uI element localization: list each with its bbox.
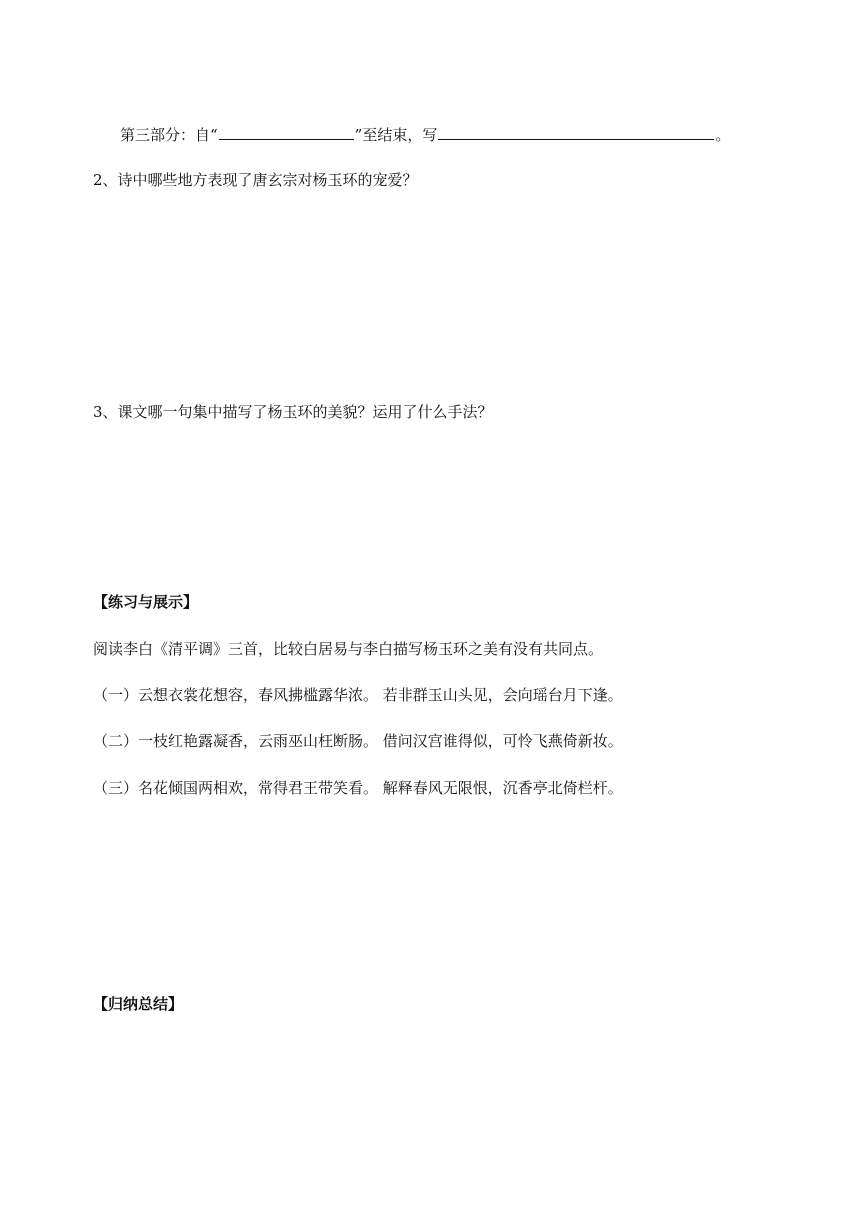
question-2: 2、诗中哪些地方表现了唐玄宗对杨玉环的宠爱？ — [93, 171, 418, 189]
poem-1: （一）云想衣裳花想容，春风拂槛露华浓。 若非群玉山头见，会向瑶台月下逢。 — [93, 686, 623, 704]
practice-intro: 阅读李白《清平调》三首，比较白居易与李白描写杨玉环之美有没有共同点。 — [93, 640, 604, 658]
part3-line — [120, 125, 730, 145]
practice-heading: 【练习与展示】 — [93, 593, 199, 611]
blank-start-phrase[interactable] — [219, 125, 354, 140]
part3-mid-text: ”至结束，写 — [354, 126, 438, 144]
blank-content-summary[interactable] — [438, 125, 714, 140]
poem-2: （二）一枝红艳露凝香，云雨巫山枉断肠。 借问汉宫谁得似，可怜飞燕倚新妆。 — [93, 732, 623, 750]
poem-3: （三）名花倾国两相欢，常得君王带笑看。 解释春风无限恨，沉香亭北倚栏杆。 — [93, 779, 623, 797]
question-3: 3、课文哪一句集中描写了杨玉环的美貌？运用了什么手法？ — [93, 403, 493, 421]
part3-lead-text: 第三部分：自“ — [120, 126, 218, 144]
summary-heading: 【归纳总结】 — [93, 995, 184, 1013]
part3-end-text: 。 — [715, 126, 731, 144]
